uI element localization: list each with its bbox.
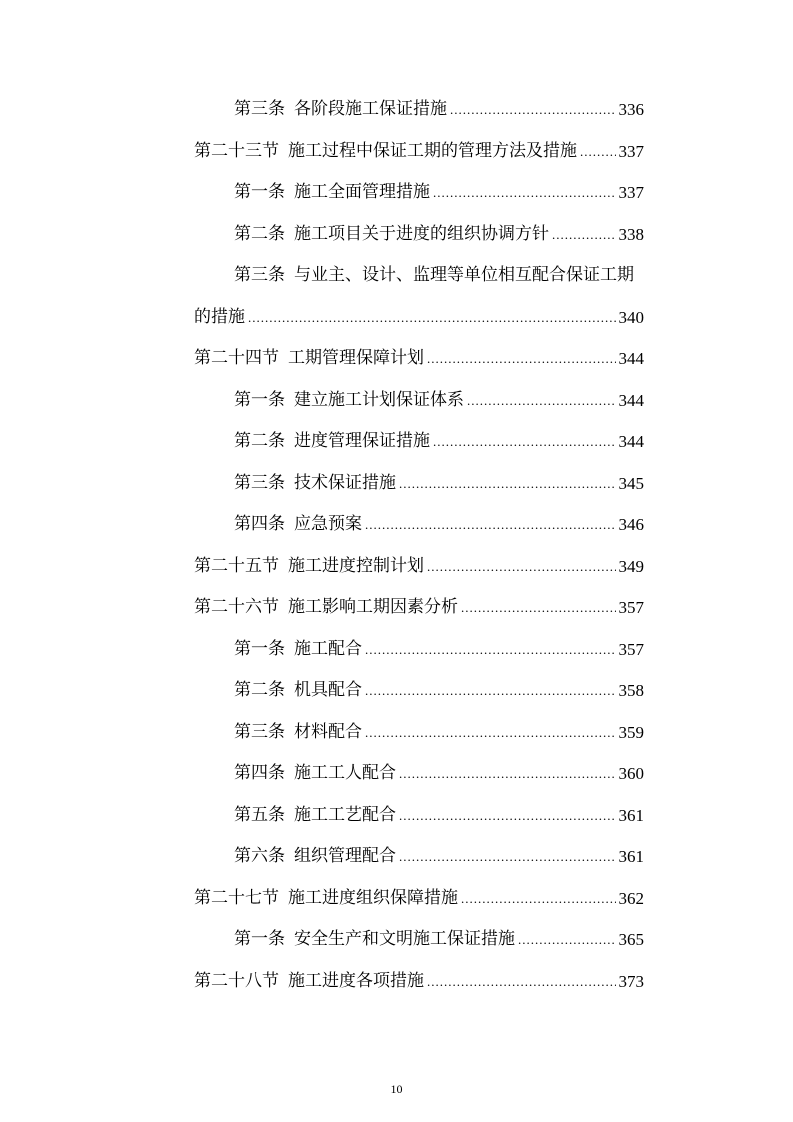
- toc-entry-title: 进度管理保证措施: [294, 431, 430, 451]
- toc-entry-title: 与业主、设计、监理等单位相互配合保证工期: [294, 265, 634, 285]
- toc-entry-number: 第一条: [234, 389, 285, 410]
- toc-entry-title: 施工全面管理措施: [294, 182, 430, 202]
- dot-leader: [461, 878, 616, 920]
- toc-entry-title: 安全生产和文明施工保证措施: [294, 929, 515, 949]
- dot-leader: [248, 297, 616, 339]
- toc-entry-title: 材料配合: [294, 721, 362, 742]
- toc-entry-title: 机具配合: [294, 680, 362, 700]
- toc-entry-page: 365: [618, 930, 644, 949]
- dot-leader: [427, 338, 616, 380]
- dot-leader: [433, 172, 616, 214]
- dot-leader: [399, 753, 616, 795]
- toc-entry-page: 338: [618, 224, 644, 244]
- toc-entry-page: 345: [618, 473, 644, 493]
- toc-entry[interactable]: [194, 131, 644, 173]
- toc-entry-page: 358: [618, 681, 644, 700]
- toc-entry[interactable]: [194, 836, 644, 878]
- toc-entry-title: 建立施工计划保证体系: [294, 389, 464, 410]
- toc-entry[interactable]: [194, 878, 644, 920]
- dot-leader: [433, 421, 616, 463]
- toc-entry-title: 施工配合: [294, 638, 362, 659]
- toc-entry[interactable]: [194, 670, 644, 712]
- dot-leader: [399, 463, 616, 505]
- toc-entry-title: 施工过程中保证工期的管理方法及措施: [288, 140, 577, 161]
- toc-entry-number: 第二十六节: [194, 597, 279, 617]
- toc-entry-page: 340: [618, 307, 644, 327]
- dot-leader: [461, 587, 616, 629]
- toc-entry[interactable]: [194, 338, 644, 380]
- dot-leader: [365, 712, 616, 754]
- toc-entry-page: 357: [618, 639, 644, 659]
- toc-entry-number: 第二条: [234, 431, 285, 451]
- toc-entry[interactable]: [194, 629, 644, 671]
- toc-entry[interactable]: [194, 255, 644, 297]
- dot-leader: [580, 131, 616, 173]
- dot-leader: [365, 504, 616, 546]
- toc-entry-page: 344: [618, 432, 644, 451]
- toc-entry[interactable]: [194, 463, 644, 505]
- toc-entry-title: 施工进度控制计划: [288, 555, 424, 576]
- toc-entry-title: 工期管理保障计划: [288, 348, 424, 368]
- toc-entry-title: 组织管理配合: [294, 846, 396, 866]
- toc-entry-title: 施工进度组织保障措施: [288, 887, 458, 908]
- toc-entry-number: 第一条: [234, 638, 285, 659]
- toc-entry-page: 359: [618, 722, 644, 742]
- toc-entry-title: 施工工艺配合: [294, 804, 396, 825]
- toc-entry-page: 360: [618, 764, 644, 783]
- toc-entry-number: 第三条: [234, 265, 285, 285]
- toc-entry[interactable]: [194, 89, 644, 131]
- toc-entry-page: 361: [618, 805, 644, 825]
- toc-entry-number: 第六条: [234, 846, 285, 866]
- dot-leader: [427, 546, 616, 588]
- toc-entry-page: 344: [618, 349, 644, 368]
- toc-entry-page: 373: [618, 971, 644, 991]
- toc-entry-number: 第三条: [234, 99, 285, 119]
- toc-entry[interactable]: [194, 919, 644, 961]
- toc-entry-number: 第二十七节: [194, 887, 279, 908]
- toc-entry-number: 第五条: [234, 804, 285, 825]
- toc-entry-page: 349: [618, 556, 644, 576]
- toc-entry-title: 技术保证措施: [294, 472, 396, 493]
- toc-entry-page: 336: [618, 100, 644, 119]
- toc-entry-page: 346: [618, 515, 644, 534]
- dot-leader: [450, 89, 616, 131]
- toc-entry-page: 344: [618, 390, 644, 410]
- dot-leader: [552, 214, 616, 256]
- toc-entry-number: 第二条: [234, 223, 285, 244]
- toc-entry-page: 362: [618, 888, 644, 908]
- toc-entry-title: 的措施: [194, 306, 245, 327]
- page-number: 10: [390, 1082, 403, 1096]
- toc-entry-continuation[interactable]: [194, 297, 644, 339]
- toc-entry-title: 各阶段施工保证措施: [294, 99, 447, 119]
- dot-leader: [427, 961, 616, 1003]
- toc-entry-page: 357: [618, 598, 644, 617]
- toc-entry-title: 施工影响工期因素分析: [288, 597, 458, 617]
- toc-entry-page: 337: [618, 183, 644, 202]
- dot-leader: [365, 629, 616, 671]
- toc-entry[interactable]: [194, 712, 644, 754]
- toc-entry-number: 第三条: [234, 472, 285, 493]
- table-of-contents: [194, 89, 644, 1002]
- toc-entry-number: 第一条: [234, 929, 285, 949]
- toc-entry-number: 第二十五节: [194, 555, 279, 576]
- toc-entry[interactable]: [194, 546, 644, 588]
- toc-entry[interactable]: [194, 214, 644, 256]
- toc-entry-page: 361: [618, 847, 644, 866]
- dot-leader: [467, 380, 616, 422]
- toc-entry[interactable]: [194, 172, 644, 214]
- toc-entry-title: 施工进度各项措施: [288, 970, 424, 991]
- dot-leader: [518, 919, 616, 961]
- toc-entry[interactable]: [194, 753, 644, 795]
- toc-entry-title: 施工项目关于进度的组织协调方针: [294, 223, 549, 244]
- toc-entry-title: 施工工人配合: [294, 763, 396, 783]
- toc-entry-number: 第二十四节: [194, 348, 279, 368]
- toc-entry[interactable]: [194, 421, 644, 463]
- toc-entry[interactable]: [194, 380, 644, 422]
- toc-entry-number: 第二十三节: [194, 140, 279, 161]
- toc-entry-title: 应急预案: [294, 514, 362, 534]
- toc-entry-number: 第三条: [234, 721, 285, 742]
- toc-entry[interactable]: [194, 587, 644, 629]
- toc-entry-number: 第四条: [234, 763, 285, 783]
- dot-leader: [399, 795, 616, 837]
- toc-entry-number: 第二十八节: [194, 970, 279, 991]
- toc-entry-number: 第二条: [234, 680, 285, 700]
- toc-entry[interactable]: [194, 795, 644, 837]
- dot-leader: [399, 836, 616, 878]
- toc-entry-number: 第四条: [234, 514, 285, 534]
- toc-entry[interactable]: [194, 504, 644, 546]
- toc-entry[interactable]: [194, 961, 644, 1003]
- toc-entry-number: 第一条: [234, 182, 285, 202]
- dot-leader: [365, 670, 616, 712]
- toc-entry-page: 337: [618, 141, 644, 161]
